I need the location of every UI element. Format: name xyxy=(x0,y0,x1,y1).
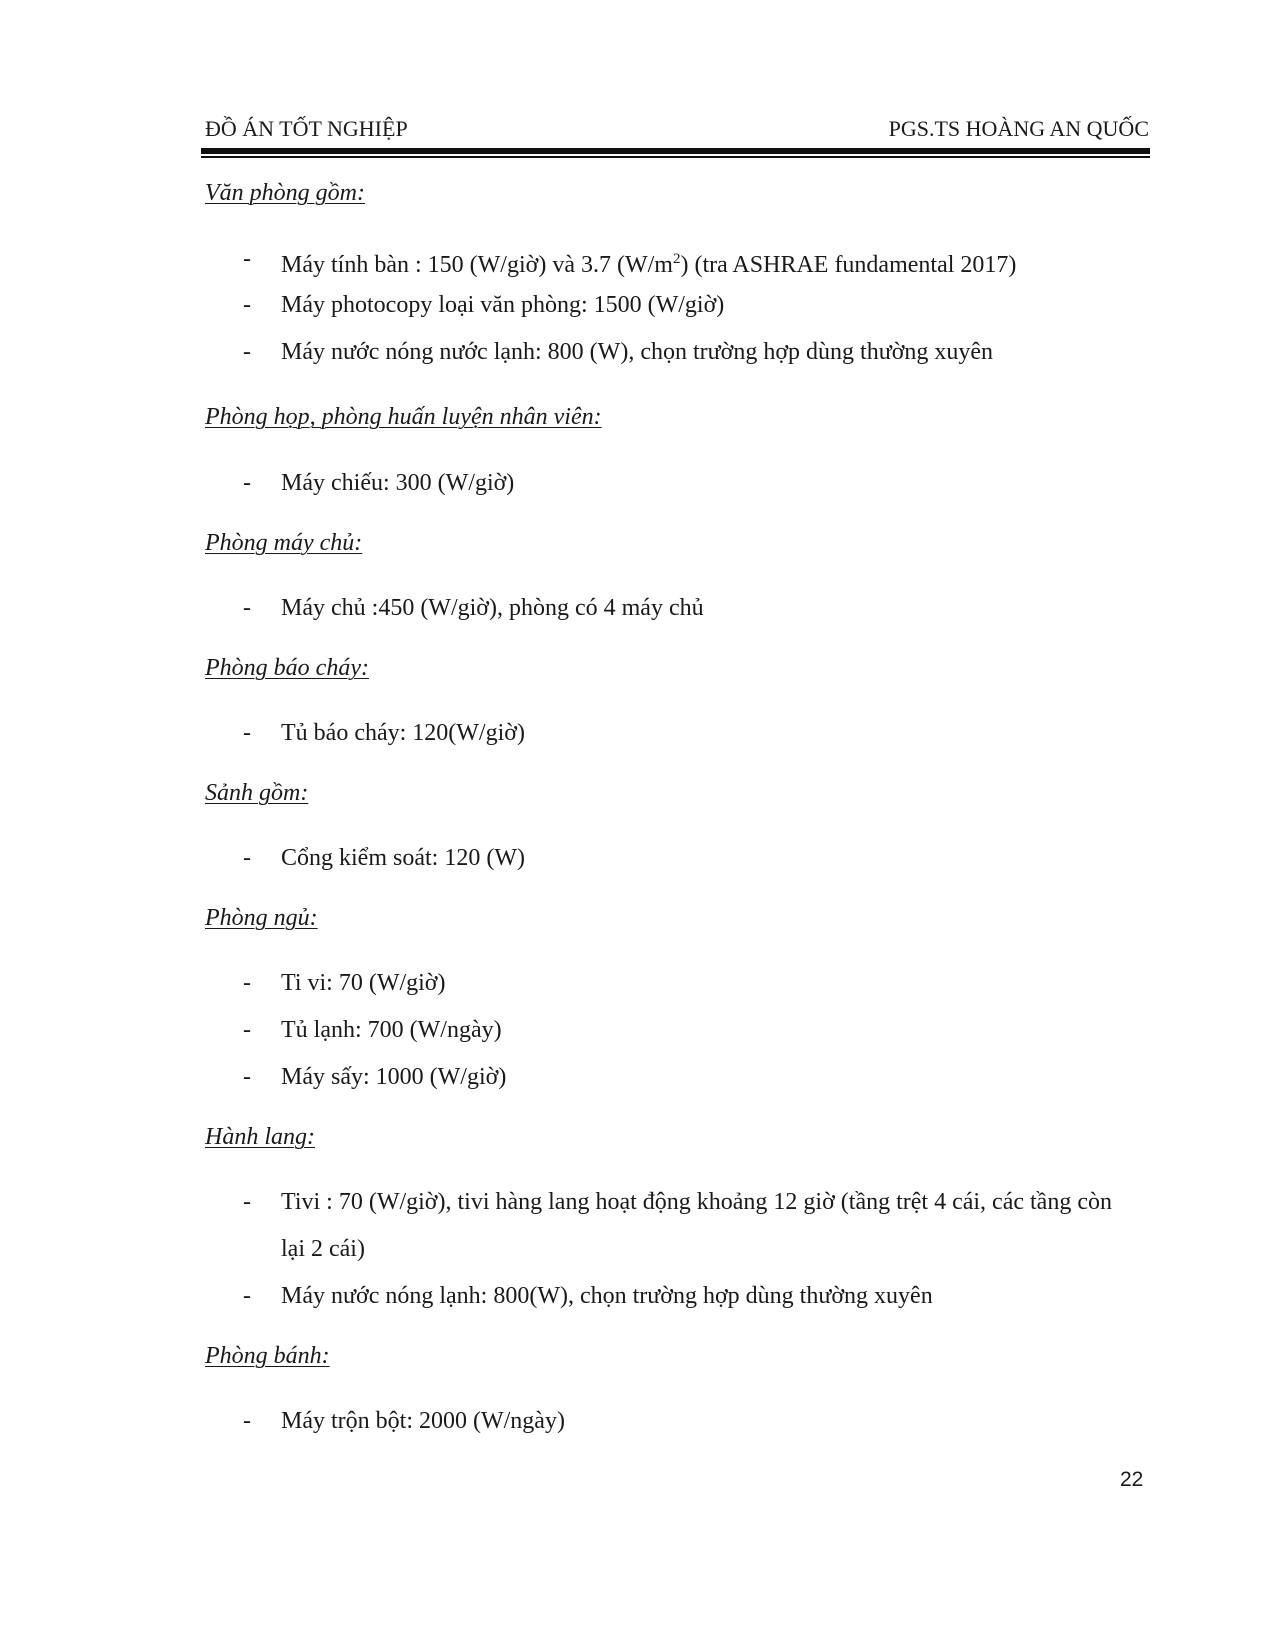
list-item-text: Tivi : 70 (W/giờ), tivi hàng lang hoạt động khoảng 12 giờ (tầng trệt 4 cái, các tầng còn lại 2 cái) xyxy=(281,1189,1112,1262)
bullet-dash: - xyxy=(243,292,251,318)
list-item-text: Máy nước nóng nước lạnh: 800 (W), chọn trường hợp dùng thường xuyên xyxy=(281,339,994,365)
list-item xyxy=(205,835,1135,882)
list-item xyxy=(205,1273,1135,1320)
list-item-text: Máy chiếu: 300 (W/giờ) xyxy=(281,470,515,496)
list-item-text: Máy trộn bột: 2000 (W/ngày) xyxy=(281,1408,565,1434)
bullet-dash: - xyxy=(243,970,251,996)
bullet-dash: - xyxy=(243,339,251,365)
list-item-text: Máy tính bàn : 150 (W/giờ) và 3.7 $(W/m^2)$ (tra ASHRAE fundamental 2017) xyxy=(281,251,1017,278)
list-item xyxy=(205,460,1135,507)
bullet-dash: - xyxy=(243,1283,251,1309)
bullet-dash: - xyxy=(243,1189,251,1215)
section-title-hanh-lang: Hành lang: xyxy=(205,1124,315,1150)
list-item-text: Cổng kiểm soát: 120 (W) xyxy=(281,845,525,871)
list-item xyxy=(205,1179,1135,1273)
section-title-van-phong: Văn phòng gồm: xyxy=(205,180,365,206)
header-rule-thin xyxy=(201,156,1150,158)
bullet-dash: - xyxy=(243,1064,251,1090)
list-item xyxy=(205,960,1135,1007)
list-item-text: Máy sấy: 1000 (W/giờ) xyxy=(281,1064,507,1090)
list-item-text: Máy nước nóng lạnh: 800(W), chọn trường hợp dùng thường xuyên xyxy=(281,1283,933,1309)
section-title-phong-ngu: Phòng ngủ: xyxy=(205,905,318,931)
list-item-text: Tủ lạnh: 700 (W/ngày) xyxy=(281,1017,502,1043)
bullet-dash: - xyxy=(243,720,251,746)
section-title-sanh: Sảnh gồm: xyxy=(205,780,309,806)
list-item xyxy=(205,710,1135,757)
section-title-phong-bao-chay: Phòng báo cháy: xyxy=(205,655,369,681)
bullet-dash: - xyxy=(243,1017,251,1043)
page-number: 22 xyxy=(1120,1468,1144,1491)
bullet-dash: - xyxy=(243,246,251,272)
bullet-dash: - xyxy=(243,470,251,496)
header-rule-thick xyxy=(201,148,1150,154)
page-header xyxy=(205,116,1149,146)
list-item-text: Máy photocopy loại văn phòng: 1500 (W/giờ) xyxy=(281,292,725,318)
list-item-text: Ti vi: 70 (W/giờ) xyxy=(281,970,446,996)
section-title-phong-may-chu: Phòng máy chủ: xyxy=(205,530,363,556)
list-item-text: Tủ báo cháy: 120(W/giờ) xyxy=(281,720,525,746)
header-right-author: PGS.TS HOÀNG AN QUỐC xyxy=(888,116,1149,141)
bullet-dash: - xyxy=(243,1408,251,1434)
list-item-text: Máy chủ :450 (W/giờ), phòng có 4 máy chủ xyxy=(281,595,704,621)
list-item xyxy=(205,282,1135,329)
header-left-title: ĐỒ ÁN TỐT NGHIỆP xyxy=(205,116,408,141)
section-title-phong-hop: Phòng họp, phòng huấn luyện nhân viên: xyxy=(205,404,602,430)
list-item xyxy=(205,1007,1135,1054)
bullet-dash: - xyxy=(243,595,251,621)
list-item xyxy=(205,329,1135,376)
list-item xyxy=(205,1398,1135,1445)
list-item xyxy=(205,1054,1135,1101)
list-item xyxy=(205,585,1135,632)
bullet-dash: - xyxy=(243,845,251,871)
section-title-phong-banh: Phòng bánh: xyxy=(205,1343,330,1369)
